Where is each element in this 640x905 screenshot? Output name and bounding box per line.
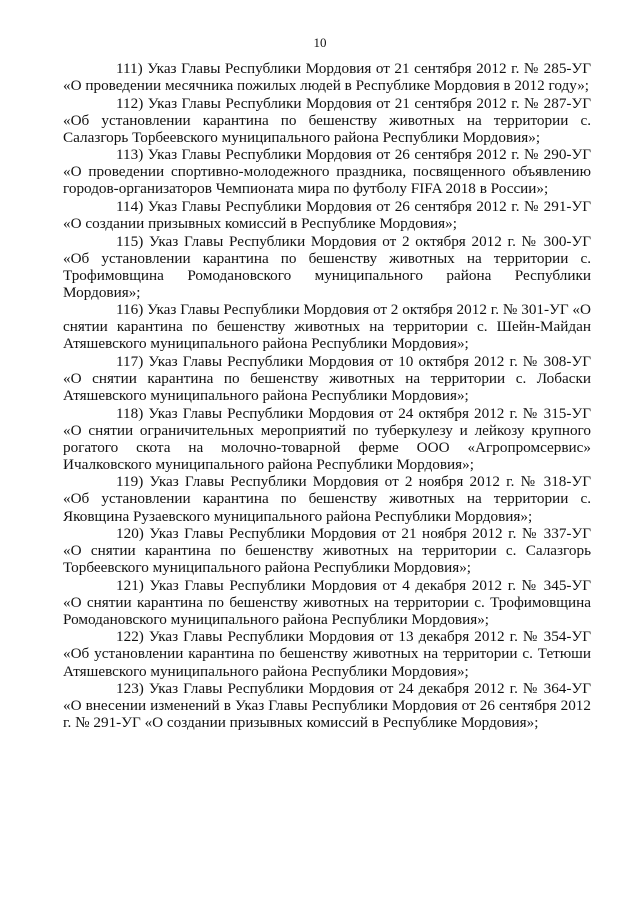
page-number: 10 <box>313 35 327 50</box>
item-text: Указ Главы Республики Мордовия от 24 октября 2012 г. № 315-УГ «О снятии ограничительных мероприятий по туберкулезу и лейкозу крупного рогатого скота на молочно-товарной ферме ООО «Агропромсервис» Ичалковского муниципального района Республики Мордовия»; <box>63 404 591 473</box>
item-number: 121) <box>116 576 144 594</box>
list-item <box>63 233 591 301</box>
item-text: Указ Главы Республики Мордовия от 10 октября 2012 г. № 308-УГ «О снятии карантина по бешенству животных на территории с. Лобаски Атяшевского муниципального района Республики Мордовия»; <box>63 352 591 405</box>
list-item <box>63 473 591 524</box>
list-item <box>63 405 591 473</box>
list-item <box>63 146 591 197</box>
item-text: Указ Главы Республики Мордовия от 26 сентября 2012 г. № 291-УГ «О создании призывных комиссий в Республике Мордовия»; <box>63 197 592 233</box>
item-text: Указ Главы Республики Мордовия от 2 октября 2012 г. № 301-УГ «О снятии карантина по бешенству животных на территории с. Шейн-Майдан Атяшевского муниципального района Республики Мордовия»; <box>63 301 591 353</box>
item-text: Указ Главы Республики Мордовия от 26 сентября 2012 г. № 290-УГ «О проведении спортивно-молодежного праздника, посвященного объявлению городов-организаторов Чемпионата мира по футболу FIFA 2018 в России»; <box>63 146 592 198</box>
item-number: 111) <box>116 60 143 77</box>
item-text: Указ Главы Республики Мордовия от 24 декабря 2012 г. № 364-УГ «О внесении изменений в Указ Главы Республики Мордовия от 26 сентября 2012 г. № 291-УГ «О создании призывных комиссий в Республике Мордовия»; <box>63 680 591 732</box>
item-text: Указ Главы Республики Мордовия от 2 октября 2012 г. № 300-УГ «Об установлении карантина по бешенству животных на территории с. Трофимовщина Ромодановского муниципального района Республики Мордовия»; <box>63 232 591 301</box>
item-number: 112) <box>116 94 144 112</box>
item-number: 120) <box>116 525 144 543</box>
item-number: 114) <box>116 197 144 215</box>
list-item <box>63 301 591 352</box>
item-number: 117) <box>116 352 144 370</box>
list-item <box>63 198 591 232</box>
item-text: Указ Главы Республики Мордовия от 21 сентября 2012 г. № 285-УГ «О проведении месячника пожилых людей в Республике Мордовия в 2012 году»; <box>63 60 592 95</box>
decree-list <box>63 60 591 732</box>
list-item <box>63 628 591 679</box>
list-item <box>63 525 591 576</box>
list-item <box>63 577 591 628</box>
item-text: Указ Главы Республики Мордовия от 21 ноября 2012 г. № 337-УГ «О снятии карантина по бешенству животных на территории с. Салазгорь Торбеевского муниципального района Республики Мордовия»; <box>63 525 591 577</box>
item-text: Указ Главы Республики Мордовия от 2 ноября 2012 г. № 318-УГ «Об установлении карантина по бешенству животных на территории с. Яковщина Рузаевского муниципального района Республики Мордовия»; <box>63 473 591 525</box>
item-number: 113) <box>116 146 144 164</box>
item-text: Указ Главы Республики Мордовия от 4 декабря 2012 г. № 345-УГ «О снятии карантина по бешенству животных на территории с. Трофимовщина Ромодановского муниципального района Республики Мордовия»; <box>63 576 592 628</box>
item-text: Указ Главы Республики Мордовия от 13 декабря 2012 г. № 354-УГ «Об установлении карантина по бешенству животных на территории с. Тетюши Атяшевского муниципального района Республики Мордовия»; <box>63 628 591 680</box>
item-number: 118) <box>116 404 144 422</box>
item-text: Указ Главы Республики Мордовия от 21 сентября 2012 г. № 287-УГ «Об установлении карантина по бешенству животных на территории с. Салазгорь Торбеевского муниципального района Республики Мордовия»; <box>63 94 592 146</box>
item-number: 115) <box>116 232 144 250</box>
item-number: 123) <box>116 680 144 698</box>
list-item <box>63 353 591 404</box>
list-item <box>63 680 591 731</box>
item-number: 122) <box>116 628 144 646</box>
list-item <box>63 60 591 94</box>
item-number: 119) <box>116 473 144 491</box>
item-number: 116) <box>116 301 144 319</box>
list-item <box>63 95 591 146</box>
